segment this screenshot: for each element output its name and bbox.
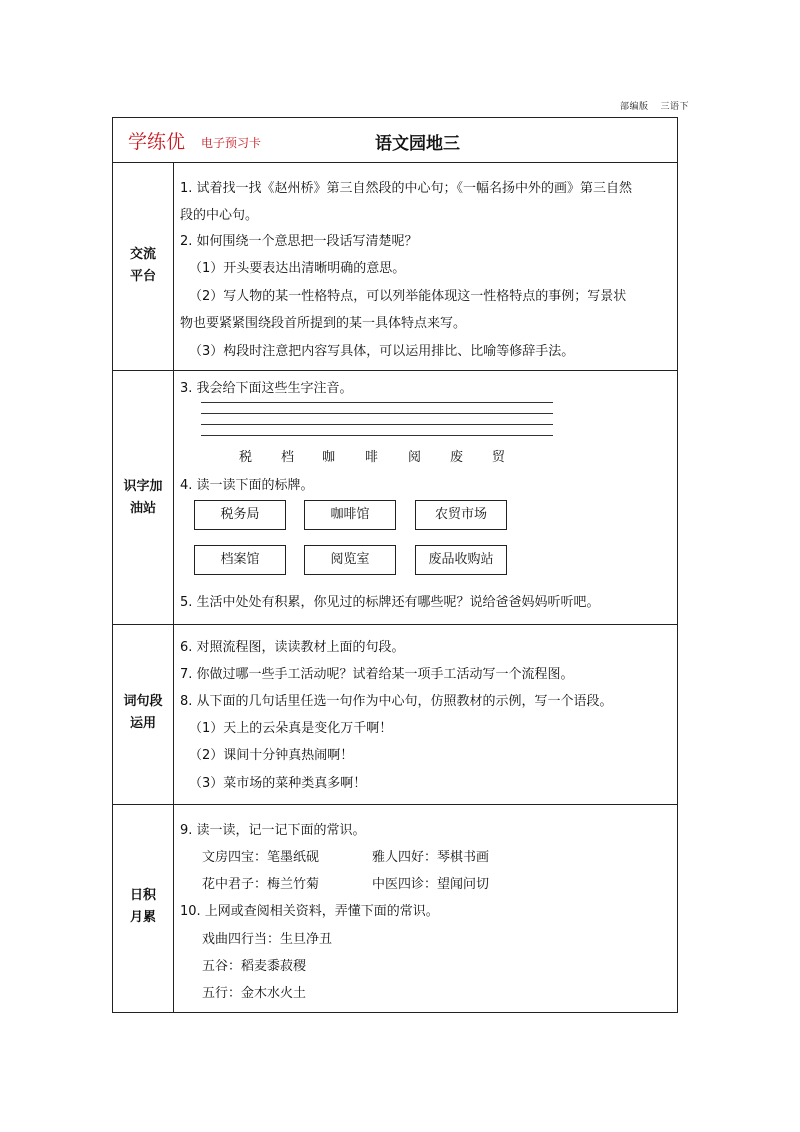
section-label-line: 平台 [129, 269, 156, 284]
section-label-line: 运用 [129, 716, 156, 731]
card-subtitle: 电子预习卡 [201, 136, 262, 150]
edition-grade: 三语下 [660, 102, 690, 112]
character: 咖 [322, 450, 336, 465]
section-label-line: 词句段 [123, 694, 163, 709]
section-label-line: 月累 [129, 910, 156, 925]
question-9: 9. 读一读，记一记下面的常识。 [180, 823, 366, 838]
question-2-point-3: （3）构段时注意把内容写具体，可以运用排比、比喻等修辞手法。 [189, 344, 575, 359]
question-1-line-1: 1. 试着找一找《赵州桥》第三自然段的中心句；《一幅名扬中外的画》第三自然 [180, 181, 633, 196]
character: 税 [239, 450, 253, 465]
pinyin-line [201, 413, 553, 414]
card-header [113, 118, 677, 163]
row-divider [113, 804, 677, 805]
knowledge-item: 中医四诊：望闻问切 [372, 877, 490, 892]
pinyin-line [201, 402, 553, 403]
sign-box: 税务局 [194, 500, 286, 530]
page-title: 语文园地三 [375, 134, 460, 154]
character: 档 [281, 450, 295, 465]
question-4: 4. 读一读下面的标牌。 [180, 478, 314, 493]
question-8: 8. 从下面的几句话里任选一句作为中心句，仿照教材的示例，写一个语段。 [180, 694, 613, 709]
question-10: 10. 上网或查阅相关资料，弄懂下面的常识。 [180, 904, 439, 919]
section-label-jiaoliu [113, 244, 173, 288]
pinyin-line [201, 424, 553, 425]
character: 啡 [365, 450, 379, 465]
sign-box: 阅览室 [304, 545, 396, 575]
section-label-line: 油站 [129, 501, 156, 516]
question-8-option-2: （2）课间十分钟真热闹啊！ [189, 748, 354, 763]
section-label-line: 交流 [129, 247, 156, 262]
section-label-shizi [113, 476, 173, 520]
question-1-line-2: 段的中心句。 [180, 208, 259, 223]
character: 废 [450, 450, 464, 465]
question-2-point-1: （1）开头要表达出清晰明确的意思。 [189, 261, 406, 276]
sign-box: 咖啡馆 [304, 500, 396, 530]
edition-version: 部编版 [620, 102, 649, 112]
row-divider [113, 624, 677, 625]
sign-box: 农贸市场 [415, 500, 507, 530]
question-2-point-2: （2）写人物的某一性格特点，可以列举能体现这一性格特点的事例；写景状 [189, 289, 627, 304]
section-label-ciju [113, 691, 173, 735]
question-7: 7. 你做过哪一些手工活动呢？试着给某一项手工活动写一个流程图。 [180, 667, 574, 682]
knowledge-item: 雅人四好：琴棋书画 [372, 850, 490, 865]
row-divider [113, 370, 677, 371]
pinyin-line [201, 435, 553, 436]
section-label-line: 识字加 [123, 479, 163, 494]
brand-logo-text: 学练优 [128, 131, 186, 153]
knowledge-item: 五谷：稻麦黍菽稷 [202, 959, 307, 974]
column-divider [173, 163, 174, 1012]
question-2: 2. 如何围绕一个意思把一段话写清楚呢？ [180, 234, 418, 249]
knowledge-item: 戏曲四行当：生旦净丑 [202, 932, 333, 947]
character: 贸 [492, 450, 506, 465]
sign-box: 档案馆 [194, 545, 286, 575]
section-label-line: 日积 [129, 888, 156, 903]
section-label-riji [113, 885, 173, 929]
preview-card-table [112, 117, 678, 1013]
question-6: 6. 对照流程图，读读教材上面的句段。 [180, 640, 405, 655]
sign-box: 废品收购站 [415, 545, 507, 575]
question-8-option-1: （1）天上的云朵真是变化万千啊！ [189, 721, 393, 736]
character: 阅 [408, 450, 422, 465]
knowledge-item: 五行：金木水火土 [202, 986, 307, 1001]
question-2-point-2-cont: 物也要紧紧围绕段首所提到的某一具体特点来写。 [180, 316, 467, 331]
question-8-option-3: （3）菜市场的菜种类真多啊！ [189, 776, 367, 791]
question-5: 5. 生活中处处有积累，你见过的标牌还有哪些呢？说给爸爸妈妈听听吧。 [180, 595, 600, 610]
question-3: 3. 我会给下面这些生字注音。 [180, 381, 353, 396]
edition-note [620, 99, 690, 112]
knowledge-item: 花中君子：梅兰竹菊 [202, 877, 320, 892]
knowledge-item: 文房四宝：笔墨纸砚 [202, 850, 320, 865]
